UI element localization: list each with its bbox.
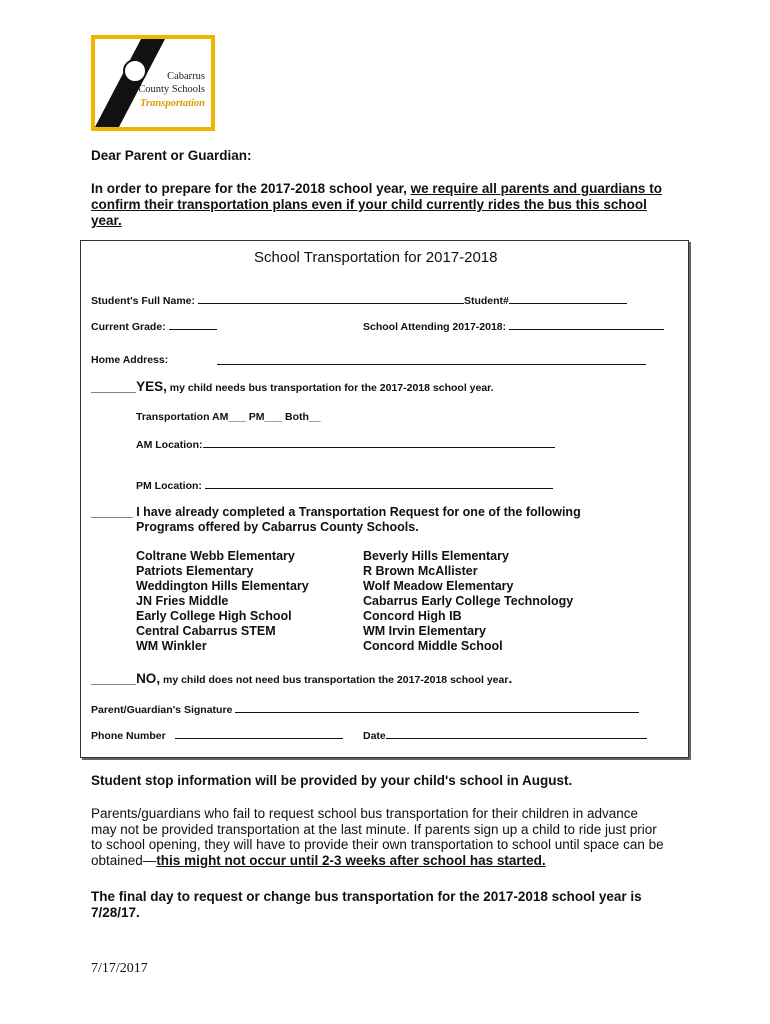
notice-line-4 bbox=[91, 853, 691, 869]
student-number-field[interactable] bbox=[509, 294, 627, 304]
stop-info: Student stop information will be provided by your child's school in August. bbox=[91, 773, 573, 788]
yes-row bbox=[91, 378, 494, 396]
district-logo bbox=[91, 35, 215, 131]
notice-line-1: Parents/guardians who fail to request school bus transportation for their children in advance bbox=[91, 806, 639, 821]
no-period: . bbox=[508, 671, 513, 686]
logo-line-2: County Schools bbox=[138, 84, 205, 95]
school-item: Concord Middle School bbox=[363, 639, 503, 653]
yes-label: YES, bbox=[136, 379, 167, 394]
school-item: WM Irvin Elementary bbox=[363, 624, 486, 638]
date-row bbox=[363, 729, 647, 742]
signature-label: Parent/Guardian's Signature bbox=[91, 704, 233, 716]
notice-line-2: may not be provided transportation at the last minute. If parents sign up a child to ride just prior bbox=[91, 821, 657, 837]
school-item: JN Fries Middle bbox=[136, 594, 229, 608]
notice-line-4-plain: obtained— bbox=[91, 852, 157, 868]
logo-line-1: Cabarrus bbox=[167, 71, 205, 82]
address-label: Home Address: bbox=[91, 354, 169, 366]
already-line-2: Programs offered by Cabarrus County Schools. bbox=[136, 520, 419, 534]
school-item: Patriots Elementary bbox=[136, 564, 254, 578]
school-field[interactable] bbox=[509, 320, 664, 330]
already-checkbox[interactable]: ______ bbox=[91, 505, 133, 519]
final-day-line-2: 7/28/17. bbox=[91, 905, 140, 920]
school-item: WM Winkler bbox=[136, 639, 207, 653]
transport-times[interactable]: Transportation AM___ PM___ Both__ bbox=[136, 411, 321, 423]
intro-plain: In order to prepare for the 2017-2018 school year, bbox=[91, 181, 411, 196]
school-label: School Attending 2017-2018: bbox=[363, 321, 507, 333]
student-name-label: Student's Full Name: bbox=[91, 295, 196, 307]
student-number-label: Student# bbox=[463, 295, 509, 307]
grade-field[interactable] bbox=[169, 320, 217, 330]
logo-line-3: Transportation bbox=[140, 98, 205, 109]
date-field[interactable] bbox=[386, 729, 647, 739]
address-field[interactable] bbox=[217, 355, 646, 365]
signature-field[interactable] bbox=[235, 703, 639, 713]
intro-line-3: year. bbox=[91, 213, 122, 228]
pm-location-label: PM Location: bbox=[136, 480, 202, 492]
student-name-field[interactable] bbox=[198, 294, 464, 304]
already-row bbox=[91, 505, 581, 519]
grade-label: Current Grade: bbox=[91, 321, 166, 333]
signature-row bbox=[91, 703, 639, 716]
salutation: Dear Parent or Guardian: bbox=[91, 148, 252, 163]
am-location-label: AM Location: bbox=[136, 439, 203, 451]
school-item: Central Cabarrus STEM bbox=[136, 624, 276, 638]
school-item: Beverly Hills Elementary bbox=[363, 549, 509, 563]
phone-row bbox=[91, 729, 343, 742]
student-name-row bbox=[91, 294, 627, 307]
apple-icon bbox=[95, 39, 211, 127]
no-row bbox=[91, 670, 512, 688]
no-text: my child does not need bus transportation the 2017-2018 school year bbox=[160, 674, 509, 686]
schools-right-column bbox=[363, 549, 573, 654]
no-checkbox[interactable]: ______ bbox=[91, 671, 137, 686]
school-item: Coltrane Webb Elementary bbox=[136, 549, 295, 563]
school-item: Weddington Hills Elementary bbox=[136, 579, 309, 593]
notice-line-4-bold: this might not occur until 2-3 weeks after school has started. bbox=[156, 852, 546, 868]
school-item: Early College High School bbox=[136, 609, 292, 623]
intro-underlined-1: we require all parents and guardians to bbox=[410, 181, 662, 196]
already-line-1: I have already completed a Transportation Request for one of the following bbox=[132, 505, 581, 519]
grade-row bbox=[91, 320, 217, 333]
date-label: Date bbox=[363, 730, 386, 742]
document-date: 7/17/2017 bbox=[91, 961, 148, 976]
school-item: Cabarrus Early College Technology bbox=[363, 594, 574, 608]
am-location-row bbox=[136, 438, 555, 451]
notice-line-3: to school opening, they will have to provide their own transportation to school until space can be bbox=[91, 837, 664, 853]
school-item: R Brown McAllister bbox=[363, 564, 478, 578]
pm-location-field[interactable] bbox=[205, 479, 553, 489]
schools-left-column bbox=[136, 549, 309, 654]
no-label: NO, bbox=[136, 671, 161, 686]
intro-line-2: confirm their transportation plans even if your child currently rides the bus this school bbox=[91, 197, 647, 212]
yes-checkbox[interactable]: ______ bbox=[91, 379, 137, 394]
pm-location-row bbox=[136, 479, 553, 492]
form-title: School Transportation for 2017-2018 bbox=[254, 249, 498, 266]
intro-line-1 bbox=[91, 181, 662, 197]
final-day-line-1: The final day to request or change bus transportation for the 2017-2018 school year is bbox=[91, 889, 642, 904]
school-item: Wolf Meadow Elementary bbox=[363, 579, 514, 593]
phone-label: Phone Number bbox=[91, 730, 166, 742]
school-row bbox=[363, 320, 664, 333]
am-location-field[interactable] bbox=[203, 438, 555, 448]
advance-notice bbox=[91, 806, 691, 868]
phone-field[interactable] bbox=[175, 729, 343, 739]
yes-text: my child needs bus transportation for the 2017-2018 school year. bbox=[166, 382, 494, 394]
school-item: Concord High IB bbox=[363, 609, 462, 623]
